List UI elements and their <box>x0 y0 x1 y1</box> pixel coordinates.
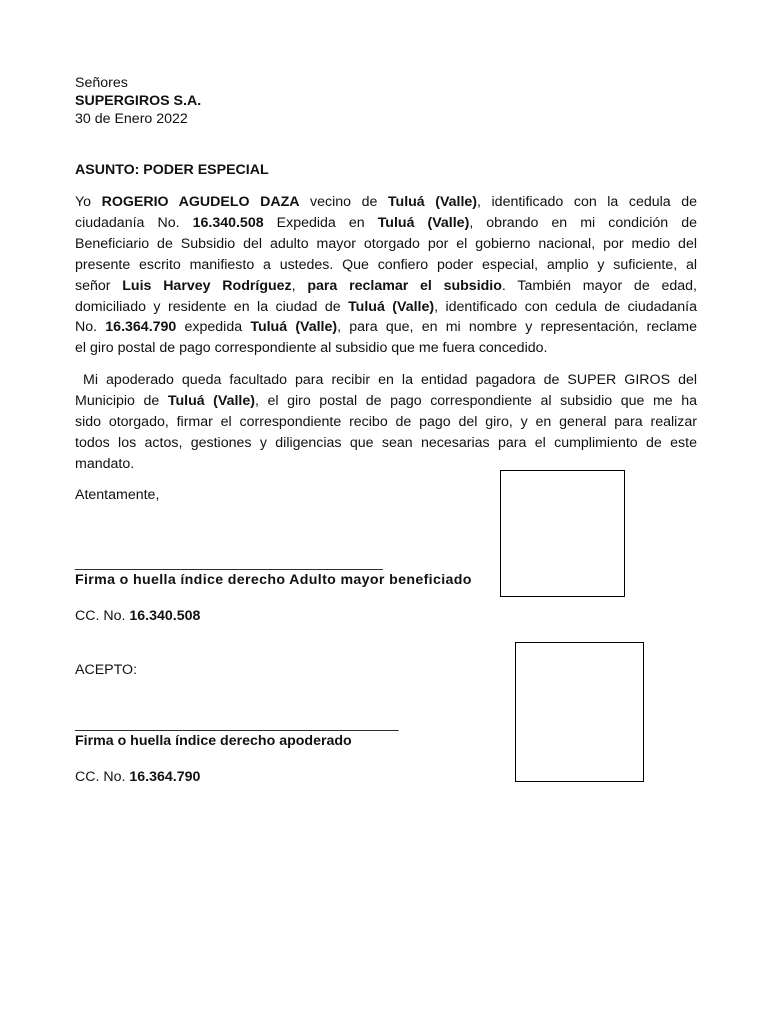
paragraph-grant <box>75 192 697 359</box>
signature-caption-attorney: Firma o huella índice derecho apoderado <box>75 733 352 749</box>
company-name: SUPERGIROS S.A. <box>75 93 202 109</box>
paragraph-line: Beneficiario de Subsidio del adulto mayor otorgado por el gobierno nacional, por medio del <box>75 235 697 252</box>
attorney-id: 16.364.790 <box>105 319 177 336</box>
paragraph-line: No. 16.364.790 expedida Tuluá (Valle), para que, en mi nombre y representación, reclame <box>75 319 697 336</box>
paragraph-line: domiciliado y residente en la ciudad de Tuluá (Valle), identificado con cedula de ciudadanía <box>75 298 697 315</box>
paragraph-line: Municipio de Tuluá (Valle), el giro postal de pago correspondiente al subsidio que me ha <box>75 392 698 409</box>
paragraph-line: el giro postal de pago correspondiente al subsidio que me fuera concedido. <box>75 340 548 357</box>
fingerprint-box-attorney <box>515 642 644 782</box>
paragraph-line: presente escrito manifiesto a ustedes. Que confiero poder especial, amplio y suficiente, al <box>75 256 697 273</box>
subject-line: ASUNTO: PODER ESPECIAL <box>75 162 269 178</box>
paragraph-line: Yo ROGERIO AGUDELO DAZA vecino de Tuluá (Valle), identificado con la cedula de <box>75 194 697 210</box>
grantor-id: 16.340.508 <box>192 214 264 231</box>
paragraph-line: señor Luis Harvey Rodríguez, para reclamar el subsidio. También mayor de edad, <box>75 277 697 294</box>
accept-label: ACEPTO: <box>75 662 138 678</box>
signature-caption-beneficiary: Firma o huella índice derecho Adulto mayor beneficiado <box>75 572 472 588</box>
cc-number-beneficiary: 16.340.508 <box>129 608 201 624</box>
paragraph-powers <box>75 370 697 475</box>
paragraph-line: mandato. <box>75 455 135 472</box>
paragraph-line: ciudadanía No. 16.340.508 Expedida en Tuluá (Valle), obrando en mi condición de <box>75 214 698 231</box>
signature-line-attorney: _________________________________________ <box>75 716 399 732</box>
paragraph-line: Mi apoderado queda facultado para recibir en la entidad pagadora de SUPER GIROS del <box>75 372 697 388</box>
salutation: Señores <box>75 75 128 91</box>
letter-date: 30 de Enero 2022 <box>75 111 188 127</box>
paragraph-line: sido otorgado, firmar el correspondiente recibo de pago del giro, y en general para realizar <box>75 413 697 430</box>
grantor-name: ROGERIO AGUDELO DAZA <box>101 194 300 210</box>
addressee-block <box>75 74 201 128</box>
paragraph-line: todos los actos, gestiones y diligencias que sean necesarias para el cumplimiento de este <box>75 434 697 451</box>
closing: Atentamente, <box>75 487 160 503</box>
cc-number-attorney: 16.364.790 <box>129 769 201 785</box>
attorney-name: Luis Harvey Rodríguez <box>122 277 292 294</box>
cc-beneficiary: CC. No. 16.340.508 <box>75 608 201 624</box>
fingerprint-box-beneficiary <box>500 470 625 597</box>
signature-line-beneficiary: _______________________________________ <box>75 555 383 571</box>
cc-attorney: CC. No. 16.364.790 <box>75 769 201 785</box>
